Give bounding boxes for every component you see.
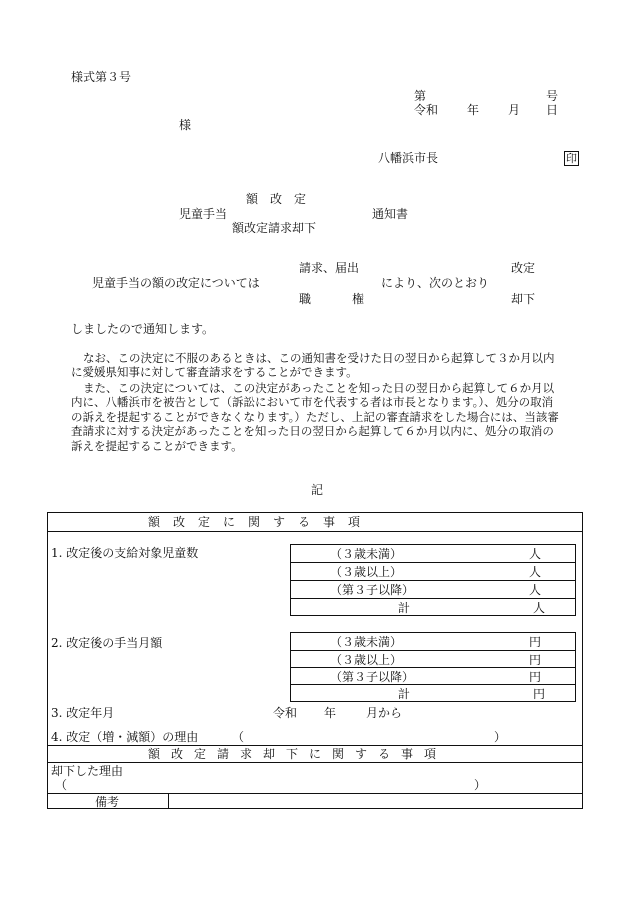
issuer-title: 八幡浜市長	[378, 151, 439, 165]
rejection-close-paren: ）	[474, 778, 487, 792]
table-divider	[290, 580, 576, 581]
rejection-reason-label: 却下した理由	[51, 764, 124, 778]
item2-label: 2. 改定後の手当月額	[51, 636, 163, 650]
date-month: 月	[508, 103, 521, 117]
date-year: 年	[467, 103, 480, 117]
item3-label: 3. 改定年月	[51, 706, 115, 720]
monthly-amount-row-unit: 円	[529, 635, 542, 649]
child-count-row-unit: 人	[529, 547, 542, 561]
form-number: 様式第３号	[71, 70, 132, 84]
date-era: 令和	[414, 103, 439, 117]
change-date-era: 令和	[273, 706, 298, 720]
monthly-amount-row-unit: 円	[529, 653, 542, 667]
table-divider	[290, 684, 576, 685]
child-count-row-unit: 人	[529, 583, 542, 597]
child-count-row-label: （３歳未満）	[330, 547, 403, 561]
table-header-amount-change: 額改定に関する事項	[148, 515, 374, 529]
lawsuit-notice-paragraph: また、この決定については、この決定があったことを知った日の翌日から起算して６か月以内に、八幡浜市を被告として（訴訟において市を代表する者は市長となります。）、処分の取消の訴えを提起することができなくなります。）ただし、上記の審査請求をした場合には、当該審査請求に対する決定があったことを知った日の翌日から起算して６か月以内に、処分の取消の訴えを提起することができます。	[71, 381, 559, 453]
monthly-amount-total-label: 計	[398, 687, 411, 701]
addressee-suffix: 様	[179, 118, 192, 132]
monthly-amount-row-label: （３歳未満）	[330, 635, 403, 649]
table-divider	[168, 793, 169, 809]
child-count-row-unit: 人	[529, 565, 542, 579]
item1-label: 1. 改定後の支給対象児童数	[51, 546, 199, 560]
body-middle-text: により、次のとおり	[381, 276, 490, 290]
child-count-total-unit: 人	[533, 601, 546, 615]
child-count-total-label: 計	[398, 601, 411, 615]
reason-open-paren: （	[232, 730, 245, 744]
monthly-amount-row-label: （３歳以上）	[330, 653, 403, 667]
table-divider	[47, 762, 583, 763]
title-option-rejection: 額改定請求却下	[232, 221, 317, 235]
monthly-amount-row-label: （第３子以降）	[330, 670, 415, 684]
child-count-row-label: （第３子以降）	[330, 583, 415, 597]
date-day: 日	[546, 103, 559, 117]
remarks-label: 備考	[95, 795, 120, 809]
table-divider	[290, 667, 576, 668]
table-divider	[47, 793, 583, 794]
option-ex-officio-a: 職	[299, 292, 312, 306]
closing-text: しましたので通知します。	[71, 322, 215, 336]
table-divider	[290, 562, 576, 563]
appeal-notice-paragraph: なお、この決定に不服のあるときは、この通知書を受けた日の翌日から起算して３か月以内に愛媛県知事に対して審査請求をすることができます。	[71, 351, 555, 380]
option-request-notification: 請求、届出	[299, 261, 360, 275]
title-option-amount-change: 額 改 定	[246, 192, 307, 206]
ki-heading: 記	[311, 483, 324, 497]
doc-number-suffix: 号	[546, 89, 559, 103]
change-date-year: 年	[324, 706, 337, 720]
body-lead-text: 児童手当の額の改定については	[92, 276, 260, 290]
option-change: 改定	[511, 261, 536, 275]
official-seal-mark: 印	[566, 152, 577, 165]
monthly-amount-row-unit: 円	[529, 670, 542, 684]
reason-close-paren: ）	[494, 730, 507, 744]
change-date-month: 月から	[366, 706, 403, 720]
rejection-open-paren: （	[55, 778, 68, 792]
child-count-row-label: （３歳以上）	[330, 565, 403, 579]
option-ex-officio-b: 権	[352, 292, 365, 306]
table-divider	[290, 598, 576, 599]
table-divider	[47, 745, 583, 746]
monthly-amount-total-unit: 円	[533, 687, 546, 701]
table-header-rejection: 額改定請求却下に関する事項	[148, 747, 448, 761]
doc-number-prefix: 第	[414, 89, 427, 103]
option-reject: 却下	[511, 292, 536, 306]
table-divider	[47, 531, 583, 532]
table-divider	[290, 650, 576, 651]
title-child-allowance: 児童手当	[179, 207, 228, 221]
title-notice: 通知書	[372, 207, 409, 221]
item4-label: 4. 改定（増・減額）の理由	[51, 730, 199, 744]
